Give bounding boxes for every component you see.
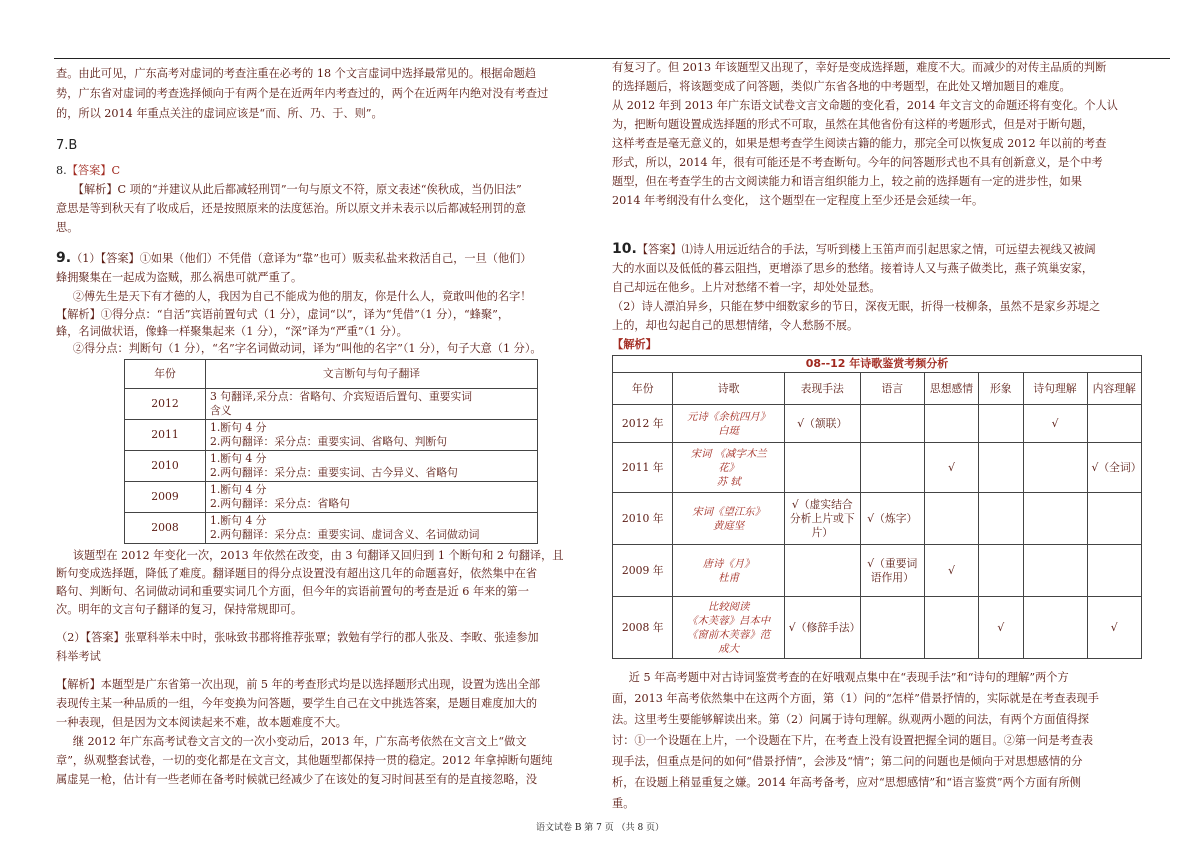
table-row [125,482,538,513]
table-header: 年份 [613,373,673,405]
q10-answer: 大的水面以及低低的暮云阻挡，更增添了思乡的愁绪。接着诗人又与燕子做类比，燕子筑巢安家， [612,262,1094,275]
table-cell [979,405,1023,443]
table-cell-year: 2012 [125,389,206,420]
poetry-frequency-table [612,355,1142,659]
table-caption: 08--12 年诗歌鉴赏考频分析 [613,356,1142,373]
table-cell: √（重要词语作用） [860,545,924,597]
commentary-line: 题型，但在考查学生的古文阅读能力和语言组织能力上，较之前的选择题有一定的进步性，如果 [612,175,1082,188]
commentary-line: 的选择题后，将该题变成了问答题，类似广东省各地的中考题型，在此处又增加题目的难度。 [612,80,1071,93]
summary-line: 近 5 年高考题中对古诗词鉴赏考查的在好哦观点集中在“表现手法”和“诗句的理解”两个方 [628,671,1069,684]
table-cell: 1.断句 4 分 2.两句翻译：采分点：重要实词、虚词含义、名词做动词 [206,513,538,544]
intro-line: 势，广东省对虚词的考查选择倾向于有两个是在近两年内考查过的，两个在近两年内绝对没有考查过 [56,87,549,100]
table-cell-poem: 比较阅读 《木芙蓉》吕本中 《窗前木芙蓉》范 成大 [673,597,784,659]
table-header-row [613,373,1142,405]
q9-answer-2: 科举考试 [56,650,101,663]
table-cell [924,493,978,545]
summary-line: 讨：①一个设题在上片，一个设题在下片，在考查上没有设置把握全词的题目。②第一问是考查表 [612,734,1094,747]
table-cell [860,597,924,659]
table-cell-year: 2012 年 [613,405,673,443]
summary-line: 析，在设题上稍显重复之嫌。2014 年高考备考，应对“思想感情”和“语言鉴赏”两个方面有所侧 [612,776,1081,789]
table-cell-year: 2010 年 [613,493,673,545]
right-column [612,58,1152,814]
table-cell [979,545,1023,597]
table-cell [924,597,978,659]
table-cell: 1.断句 4 分 2.两句翻译：采分点：重要实词、古今异义、省略句 [206,451,538,482]
q9-commentary: 略句、判断句、名词做动词和重要实词几个方面，但今年的宾语前置句的考查是近 6 年来的第一 [56,585,529,598]
summary-line: 面，2013 年高考依然集中在这两个方面，第（1）问的“怎样”借景抒情的，实际就是在考查表现手 [612,692,1099,705]
q9-analysis: 蜂，名词做状语，像蜂一样聚集起来（1 分），“深”译为“严重”（1 分）。 [56,325,408,338]
table-row [613,545,1142,597]
commentary-line: 有复习了。但 2013 年该题型又出现了，幸好是变成选择题，难度不大。而减少的对传主品质的判断 [612,61,1107,74]
q8-analysis: 【解析】C 项的“并建议从此后都减轻刑罚”一句与原文不符，原文表述“俟秋成，当仍旧法” [72,183,522,196]
table-header: 形象 [979,373,1023,405]
page-footer: 语文试卷 B 第 7 页 （共 8 页） [535,823,665,833]
table-cell: √（全词） [1087,443,1142,493]
table-cell [1023,597,1087,659]
q9-analysis-2: 【解析】本题型是广东省第一次出现，前 5 年的考查形式均是以选择题形式出现，设置为选出全部 [56,678,541,691]
table-cell [1087,493,1142,545]
intro-line: 查。由此可见，广东高考对虚词的考查注重在必考的 18 个文言虚词中选择最常见的。根据命题趋 [56,67,537,80]
table-cell [979,493,1023,545]
q10-analysis-label: 【解析】 [612,337,657,351]
table-cell: 1.断句 4 分 2.两句翻译：采分点：省略句 [206,482,538,513]
table-header-row [125,360,538,389]
table-cell: √（炼字） [860,493,924,545]
q8-analysis: 思。 [56,221,79,234]
table-row [613,443,1142,493]
table-header: 诗歌 [673,373,784,405]
q9-analysis-2: 一种表现，但是因为文本阅读起来不难，故本题难度不大。 [56,716,347,729]
table-row [613,493,1142,545]
commentary-line: 从 2012 年到 2013 年广东语文试卷文言文命题的变化看，2014 年文言文的命题还将有变化。个人认 [612,99,1118,112]
table-cell: √（颔联） [784,405,860,443]
q9-commentary: 该题型在 2012 年变化一次，2013 年依然在改变，由 3 句翻译又回归到 1 个断句和 2 句翻译，且 [72,549,564,562]
commentary-line: 2014 年考纲没有什么变化， 这个题型在一定程度上至少还是会延续一年。 [612,194,984,207]
q9-answer-1: 9.（1）【答案】①如果（他们）不凭借（意译为“靠”也可）贩卖私盐来救活自己，一旦（他们） [56,250,532,266]
q8-analysis: 意思是等到秋天有了收成后，还是按照原来的法度惩治。所以原文并未表示以后都减轻刑罚的意 [56,202,526,215]
q9-number: 9. [56,250,72,266]
table-row [125,513,538,544]
left-column [56,58,588,789]
q10-number: 10. [612,241,637,257]
table-cell-year: 2009 [125,482,206,513]
table-cell [860,443,924,493]
translation-table [124,359,538,544]
q10-answer: （2）诗人漂泊异乡，只能在梦中细数家乡的节日，深夜无眠，折得一枝柳条，虽然不是家乡苏堤之 [612,300,1101,313]
table-cell [1023,443,1087,493]
table-cell: √ [1087,597,1142,659]
table-cell [979,443,1023,493]
table-cell: √ [924,545,978,597]
q10-answer: 上的，却也勾起自己的思想情绪，令人愁肠不展。 [612,319,859,332]
table-cell-year: 2008 [125,513,206,544]
table-cell: √（修辞手法） [784,597,860,659]
q9-answer-2: （2）【答案】张覃科举未中时，张咏致书郡将推荐张覃；敦勉有学行的郡人张及、李畋、张逵参加 [56,631,539,644]
table-cell: 3 句翻译,采分点：省略句、介宾短语后置句、重要实词 含义 [206,389,538,420]
table-header: 思想感情 [924,373,978,405]
q9-answer-1: ②傅先生是天下有才德的人，我因为自己不能成为他的朋友，你是什么人，竟敢叫他的名字！ [72,290,532,303]
table-header: 年份 [125,360,206,389]
commentary-line: 形式，所以，2014 年，很有可能还是不考查断句。今年的问答题形式也不具有创新意义，是个中考 [612,156,1103,169]
intro-line: 的，所以 2014 年重点关注的虚词应该是“而、所、乃、于、则”。 [56,107,383,120]
q9-analysis: ②得分点：判断句（1 分），“名”字名词做动词，译为“叫他的名字”（1 分），句子大意（1 分）。 [72,342,542,355]
table-cell-year: 2011 [125,420,206,451]
q8 [56,161,588,180]
table-header: 表现手法 [784,373,860,405]
commentary-line: 为，把断句题设置成选择题的形式不可取，虽然在其他省份有这样的考题形式，但是对于断句题， [612,118,1094,131]
table-header: 诗句理解 [1023,373,1087,405]
table-cell-poem: 唐诗《月》 杜甫 [673,545,784,597]
table-cell-year: 2009 年 [613,545,673,597]
table-row [613,405,1142,443]
q9-commentary: 次。明年的文言句子翻译的复习，保持常规即可。 [56,603,303,616]
table-cell [1087,405,1142,443]
table-cell [924,405,978,443]
table-cell-poem: 宋词《望江东》 黄庭坚 [673,493,784,545]
table-caption-row [613,356,1142,373]
table-header: 语言 [860,373,924,405]
q9-analysis-2: 继 2012 年广东高考试卷文言文的一次小变动后，2013 年，广东高考依然在文言文上“做文 [72,735,527,748]
table-cell [1087,545,1142,597]
table-cell: √ [924,443,978,493]
q7-answer: 7.B [56,138,78,153]
summary-line: 现手法，但重点是问的如何“借景抒情”，会涉及“情”；第二问的问题也是倾向于对思想感情的分 [612,755,1083,768]
table-cell: √（虚实结合分析上片或下片） [784,493,860,545]
q9-commentary: 断句变成选择题，降低了难度。翻译题目的得分点设置没有超出这几年的命题喜好，依然集中在省 [56,567,538,580]
table-row [125,420,538,451]
summary-line: 法。这里考生要能够解读出来。第（2）问属于诗句理解。纵观两小题的问法，有两个方面值得探 [612,713,1089,726]
q9-analysis-2: 属虚晃一枪，估计有一些老师在备考时候就已经减少了在该处的复习时间甚至有的是直接忽略，没 [56,773,538,786]
table-cell [784,443,860,493]
table-cell-year: 2010 [125,451,206,482]
q10-answer: 10.【答案】⑴诗人用远近结合的手法，写听到楼上玉笛声而引起思家之情，可远望去视线又被阔 [612,241,1096,257]
table-row [613,597,1142,659]
table-cell-poem: 元诗《余杭四月》 白珽 [673,405,784,443]
table-cell [1023,493,1087,545]
q10-answer: 自己却远在他乡。上片对愁绪不着一字，却处处显愁。 [612,281,881,294]
table-row [125,451,538,482]
table-cell [860,405,924,443]
table-cell: √ [979,597,1023,659]
table-cell-year: 2011 年 [613,443,673,493]
q9-analysis-2: 章”，纵观整套试卷，一切的变化都是在文言文，其他题型都保持一贯的稳定。2012 年拿掉断句题纯 [56,754,553,767]
table-cell-poem: 宋词 《减字木兰 花》 苏 轼 [673,443,784,493]
q8-number: 8. [56,164,67,177]
commentary-line: 这样考查是毫无意义的，如果是想考查学生阅读古籍的能力，那完全可以恢复成 2012 年以前的考查 [612,137,1107,150]
summary-line: 重。 [612,797,635,810]
table-row [125,389,538,420]
table-cell [784,545,860,597]
table-cell: 1.断句 4 分 2.两句翻译：采分点：重要实词、省略句、判断句 [206,420,538,451]
q9-analysis-2: 表现传主某一种品质的一组，今年变换为问答题，要学生自己在文中挑选答案，是题目难度加大的 [56,697,538,710]
table-header: 内容理解 [1087,373,1142,405]
q9-analysis: 【解析】①得分点：“自活”宾语前置句式（1 分），虚词“以”，译为“凭借”（1 分），“蜂聚”， [56,308,510,321]
table-cell-year: 2008 年 [613,597,673,659]
q8-answer: 【答案】C [66,164,120,177]
table-cell: √ [1023,405,1087,443]
q9-answer-1: 蜂拥聚集在一起成为盗贼，那么祸患可就严重了。 [56,271,303,284]
table-cell [1023,545,1087,597]
table-header: 文言断句与句子翻译 [206,360,538,389]
